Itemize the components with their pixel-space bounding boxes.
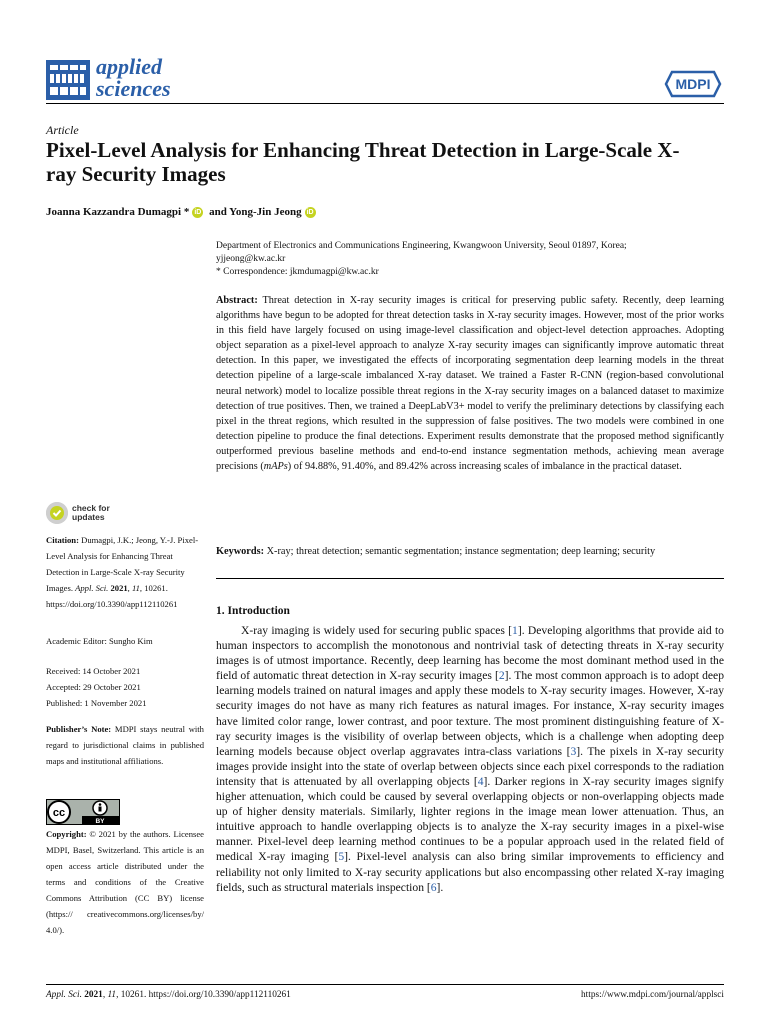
abstract-label: Abstract:: [216, 295, 258, 306]
reference-link[interactable]: 1: [512, 624, 518, 637]
intro-body: [216, 623, 724, 895]
section-heading: 1. Introduction: [216, 605, 290, 617]
publisher-note-text: MDPI stays neutral with regard to jurisdictional claims in published maps and institutional affiliations.: [46, 724, 204, 766]
footer-volume: 11: [107, 990, 117, 1000]
intro-text: ]. Darker regions in X-ray security images signify higher attenuation, which could be caused by several overlapping objects or non-overlapping objects made up of higher density materials. Similarly, lighter regions in the image mean lower attenuation. Thus, an intuitive approach to handle overlapping objects is to analyze the X-ray security images in a pixel-wise manner. Pixel-level deep learning method continues to be a popular approach used in the related field of medical X-ray imaging [: [216, 774, 724, 864]
correspondence[interactable]: * Correspondence: jkmdumagpi@kw.ac.kr: [216, 267, 379, 277]
publisher-note-label: Publisher’s Note:: [46, 724, 112, 734]
citation-label: Citation:: [46, 535, 79, 545]
cc-by-license-icon[interactable]: [46, 799, 120, 825]
publisher-name: MDPI: [675, 76, 711, 92]
copyright-text: © 2021 by the authors. Licensee MDPI, Basel, Switzerland. This article is an open access article distributed under the terms and conditions of the Creative Commons Attribution (CC BY) license (https:// creativecommons.org/licenses/by/ 4.0/).: [46, 829, 204, 935]
footer-year: 2021: [84, 990, 103, 1000]
intro-text: ]. The most common approach is to adopt deep learning models trained on natural images and apply these models to X-ray security images. However, X-ray security images do not have as many rich features as natural images. For instance, X-ray security images have limited color range, lower contrast, and poor texture. The most prominent distinguishing feature of X-ray security images is the visibility of overlap between objects, which is a challenge when adopting deep learning models because object overlap aggravates intra-class variations [: [216, 669, 724, 758]
section-rule: [216, 578, 724, 579]
keywords-text: X-ray; threat detection; semantic segmentation; instance segmentation; deep learning; security: [266, 546, 656, 557]
footer-journal-url[interactable]: https://www.mdpi.com/journal/applsci: [581, 990, 724, 1000]
keywords-label: Keywords:: [216, 546, 265, 557]
cc-label: cc: [52, 807, 66, 819]
check-updates-line2: updates: [72, 512, 105, 522]
article-type: Article: [46, 123, 79, 137]
intro-text: ]. Pixel-level analysis can also bring similar improvements to efficiency and reliability not only limited to X-ray security applications but also encompassing other related X-ray imaging fields, such as structural materials inspection [: [216, 850, 724, 894]
author-list: [46, 206, 319, 218]
journal-name-line1: applied: [96, 54, 162, 79]
received-date: Received: 14 October 2021: [46, 666, 141, 676]
journal-logo-icon: [46, 60, 90, 100]
by-label: BY: [95, 818, 105, 825]
check-updates-line1: check for: [72, 503, 110, 513]
journal-name-line2: sciences: [96, 76, 171, 101]
footer-citation: Appl. Sci. 2021, 11, 10261. https://doi.org/10.3390/app112110261: [46, 990, 291, 1000]
affiliation: [216, 240, 726, 279]
journal-name: [96, 56, 171, 100]
citation-doi[interactable]: , 10261. https://doi.org/10.3390/app112110261: [46, 583, 178, 609]
author-1: Joanna Kazzandra Dumagpi *: [46, 206, 190, 218]
intro-text: ]. The pixels in X-ray security images provide insight into the state of overlap between objects since each pixel corresponds to the radiation intensity that is attenuated by all overlapping objects [: [216, 744, 724, 788]
accepted-date: Accepted: 29 October 2021: [46, 682, 141, 692]
abstract: [216, 293, 724, 474]
citation-volume: 11: [131, 583, 140, 593]
reference-link[interactable]: 4: [477, 774, 484, 788]
published-date: Published: 1 November 2021: [46, 698, 147, 708]
footer-doi[interactable]: , 10261. https://doi.org/10.3390/app112110261: [116, 990, 291, 1000]
abstract-text: Threat detection in X-ray security images is critical for preserving public safety. Recently, deep learning algorithms have begun to be adopted for threat detection tasks in X-ray security images. However, most of the prior works in this field have largely focused on using image-level classification and object-level detection approaches. Adopting object separation as a pixel-level approach to analyze X-ray security images can significantly improve automatic threat detection. In this paper, we investigated the effects of incorporating segmentation deep learning models in the threat detection pipeline of a large-scale imbalanced X-ray dataset. We trained a Faster R-CNN (region-based convolutional neural network) model to localize possible threat regions in the X-ray security images on a balanced dataset to maximize detection of true positives. Then, we trained a DeepLabV3+ model to verify the preliminary detections by classifying each pixel in the threat regions, which resulted in the suppression of false positives. The two models were combined in one detection pipeline to produce the final detections. Experiment results demonstrate that the proposed method significantly outperformed previous baseline methods and end-to-end instance segmentation methods, achieving mean average precisions (: [216, 295, 724, 473]
citation: Citation: Dumagpi, J.K.; Jeong, Y.-J. Pixel-Level Analysis for Enhancing Threat Detection in Large-Scale X-ray Security Images. Appl. Sci. 2021, 11, 10261. https://doi.org/10.3390/app112110261: [46, 535, 199, 609]
paper-title: Pixel-Level Analysis for Enhancing Threat Detection in Large-Scale X-ray Security Images: [46, 138, 680, 186]
copyright-label: Copyright:: [46, 829, 87, 839]
orcid-icon[interactable]: iD: [194, 209, 202, 216]
academic-editor: Academic Editor: Sungho Kim: [46, 636, 153, 646]
mdpi-logo-icon: [664, 70, 722, 98]
reference-link[interactable]: 6: [430, 880, 437, 894]
author-2: and Yong-Jin Jeong: [209, 206, 302, 218]
citation-text: Dumagpi, J.K.; Jeong, Y.-J. Pixel-Level Analysis for Enhancing Threat Detection in Large-Scale X-ray Security Images.: [46, 535, 199, 593]
footer-journal: Appl. Sci.: [46, 990, 82, 1000]
footer-rule: [46, 984, 724, 985]
intro-paragraph: [216, 623, 724, 895]
intro-text: X-ray imaging is widely used for securing public spaces [: [241, 624, 513, 637]
citation-year: 2021: [110, 583, 128, 593]
intro-text: ].: [436, 880, 444, 894]
reference-link[interactable]: 2: [498, 669, 505, 683]
affiliation-email[interactable]: yjjeong@kw.ac.kr: [216, 254, 286, 264]
check-for-updates-button[interactable]: [46, 502, 126, 526]
reference-link[interactable]: 3: [570, 744, 577, 758]
intro-text: ]. Developing algorithms that provide aid to human inspectors to accomplish the monotonous and nontrivial task of detecting threats in X-ray security images is of utmost importance. Recently, deep learning has become the most dominant method used in the field of automatic threat detection in X-ray security images [: [216, 624, 724, 683]
check-updates-label: [72, 504, 110, 522]
affiliation-line: Department of Electronics and Communications Engineering, Kwangwoon University, Seoul 01897, Korea;: [216, 241, 627, 251]
orcid-icon[interactable]: iD: [306, 209, 314, 216]
abstract-text-end: ) of 94.88%, 91.40%, and 89.42% across increasing scales of imbalance in the practical dataset.: [287, 461, 682, 473]
check-updates-icon: [46, 502, 68, 524]
publication-dates: [46, 663, 204, 711]
copyright-notice: [46, 826, 204, 938]
reference-link[interactable]: 5: [338, 850, 345, 864]
citation-journal: Appl. Sci.: [75, 583, 109, 593]
header-rule: [46, 103, 724, 104]
publisher-note: [46, 721, 204, 769]
abstract-map: mAPs: [263, 461, 288, 473]
keywords: [216, 545, 724, 559]
